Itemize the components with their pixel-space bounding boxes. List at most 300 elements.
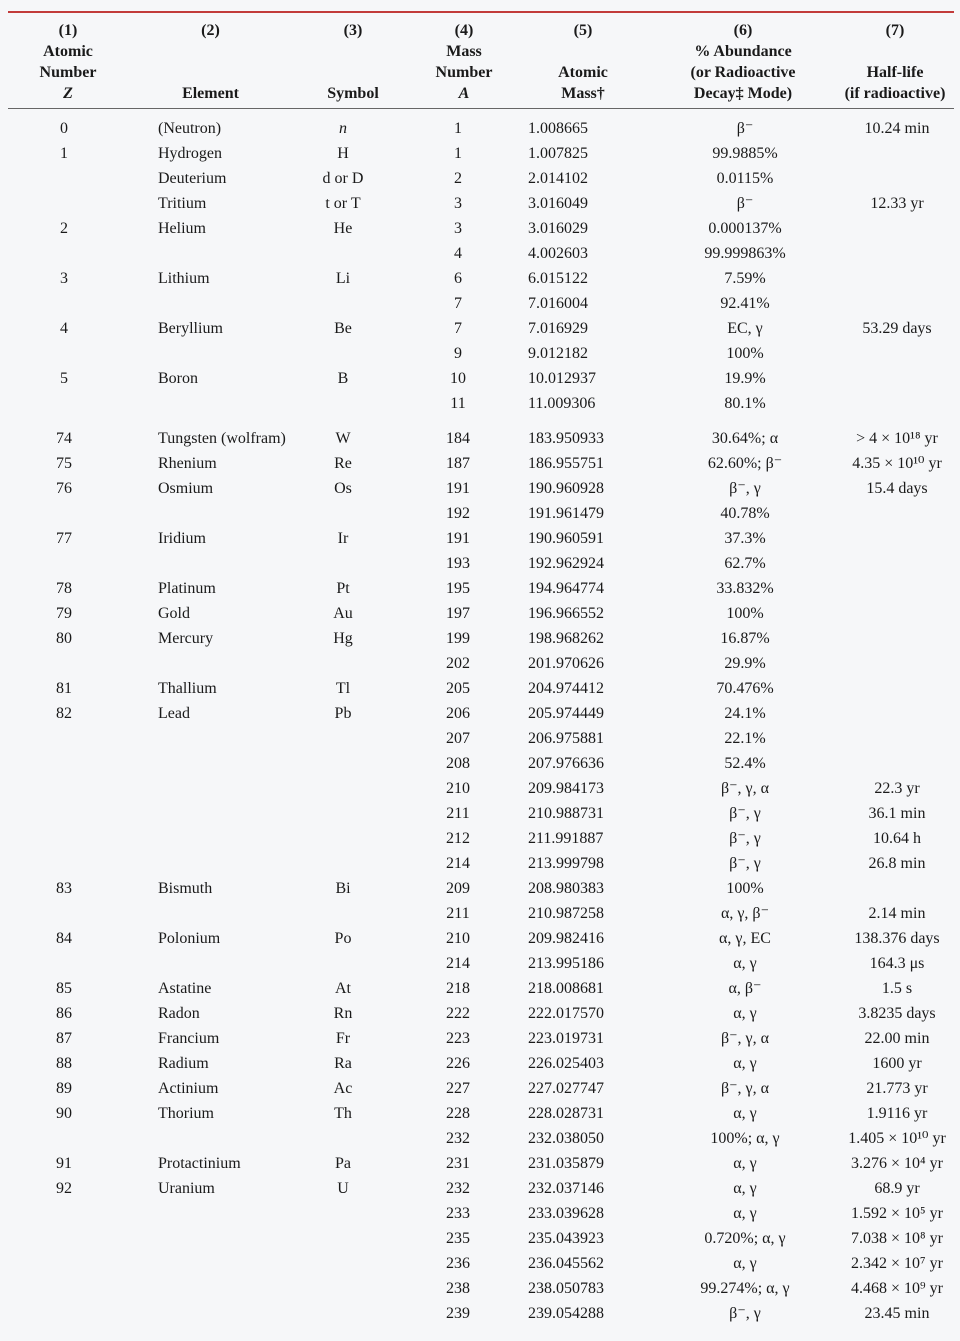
mass-number-cell: 227 [446, 1080, 470, 1097]
mass-number-cell: 1 [454, 120, 462, 137]
abundance-cell: 99.9885% [712, 145, 778, 162]
abundance-cell: β⁻, γ [729, 855, 761, 872]
table-row [8, 451, 954, 476]
mass-number-cell: 11 [450, 395, 466, 412]
table-row [8, 216, 954, 241]
table-row [8, 701, 954, 726]
atomic-number-cell: 90 [56, 1105, 72, 1122]
atomic-mass-cell: 206.975881 [528, 730, 604, 747]
abundance-cell: 92.41% [720, 295, 770, 312]
half-life-cell: 7.038 × 10⁸ yr [851, 1230, 943, 1247]
mass-number-cell: 232 [446, 1130, 470, 1147]
atomic-mass-cell: 213.995186 [528, 955, 604, 972]
header-col1-num: (1) [58, 22, 78, 39]
half-life-cell: 3.276 × 10⁴ yr [851, 1155, 943, 1172]
half-life-cell: 164.3 μs [869, 955, 925, 972]
atomic-number-cell: 79 [56, 605, 72, 622]
mass-number-cell: 211 [446, 805, 470, 822]
header-col2-num: (2) [201, 22, 220, 39]
table-row [8, 1076, 954, 1101]
abundance-cell: 80.1% [724, 395, 766, 412]
abundance-cell: 40.78% [720, 505, 770, 522]
element-cell: Gold [158, 605, 190, 622]
abundance-cell: 99.999863% [704, 245, 786, 262]
atomic-number-cell: 83 [56, 880, 72, 897]
header-col4-num: (4) [454, 22, 474, 39]
abundance-cell: α, γ [733, 1255, 757, 1272]
mass-number-cell: 214 [446, 955, 470, 972]
atomic-mass-cell: 6.015122 [528, 270, 588, 287]
table-row [8, 1201, 954, 1226]
half-life-cell: 1.5 s [881, 980, 913, 997]
atomic-mass-cell: 218.008681 [528, 980, 604, 997]
abundance-cell: β⁻, γ, α [720, 780, 770, 797]
element-cell: Lead [158, 705, 190, 722]
header-col-symbol [308, 20, 398, 108]
abundance-cell: 33.832% [716, 580, 774, 597]
table-row [8, 801, 954, 826]
abundance-cell: α, β⁻ [728, 980, 762, 997]
table-row [8, 291, 954, 316]
table-row [8, 1226, 954, 1251]
table-row [8, 626, 954, 651]
half-life-cell: 2.342 × 10⁷ yr [851, 1255, 943, 1272]
atomic-mass-cell: 186.955751 [528, 455, 604, 472]
atomic-mass-cell: 204.974412 [528, 680, 604, 697]
atomic-mass-cell: 7.016929 [528, 320, 588, 337]
table-row [8, 316, 954, 341]
atomic-number-cell: 86 [56, 1005, 72, 1022]
abundance-cell: 100% [726, 605, 764, 622]
table-row [8, 776, 954, 801]
atomic-mass-cell: 1.007825 [528, 145, 588, 162]
abundance-cell: β⁻, γ [729, 805, 761, 822]
atomic-mass-cell: 191.961479 [528, 505, 604, 522]
element-cell: Astatine [158, 980, 212, 997]
half-life-cell: 4.35 × 10¹⁰ yr [852, 455, 942, 472]
abundance-cell: 16.87% [720, 630, 770, 647]
symbol-cell: Bi [335, 880, 351, 897]
top-rule [8, 11, 954, 13]
mass-number-cell: 208 [446, 755, 470, 772]
abundance-cell: β⁻ [736, 120, 754, 137]
half-life-cell: > 4 × 10¹⁸ yr [856, 430, 938, 447]
atomic-mass-cell: 238.050783 [528, 1280, 604, 1297]
atomic-mass-cell: 9.012182 [528, 345, 588, 362]
mass-number-cell: 231 [446, 1155, 470, 1172]
mass-number-cell: 184 [446, 430, 470, 447]
abundance-cell: β⁻, γ [729, 1305, 761, 1322]
abundance-cell: α, γ [733, 1155, 757, 1172]
table-row [8, 601, 954, 626]
symbol-cell: B [337, 370, 349, 387]
header-rule [8, 108, 954, 109]
abundance-cell: α, γ [733, 1005, 757, 1022]
mass-number-cell: 1 [454, 145, 462, 162]
atomic-number-cell: 3 [60, 270, 68, 287]
element-cell: Lithium [158, 270, 210, 287]
half-life-cell: 1.592 × 10⁵ yr [851, 1205, 943, 1222]
header-col4-line2: Number [435, 64, 493, 81]
element-cell: Radium [158, 1055, 209, 1072]
mass-number-cell: 232 [446, 1180, 470, 1197]
header-col5-line2: Mass† [561, 85, 605, 102]
table-row [8, 1001, 954, 1026]
symbol-cell: Au [333, 605, 353, 622]
atomic-mass-cell: 2.014102 [528, 170, 588, 187]
atomic-mass-cell: 201.970626 [528, 655, 604, 672]
mass-number-cell: 3 [454, 220, 462, 237]
mass-number-cell: 202 [446, 655, 470, 672]
element-cell: Boron [158, 370, 198, 387]
element-cell: Tungsten (wolfram) [158, 430, 286, 447]
half-life-cell: 68.9 yr [874, 1180, 920, 1197]
element-cell: Deuterium [158, 170, 227, 187]
table-row [8, 751, 954, 776]
atomic-number-cell: 80 [56, 630, 72, 647]
abundance-cell: 24.1% [724, 705, 766, 722]
element-cell: Protactinium [158, 1155, 241, 1172]
element-cell: Thallium [158, 680, 217, 697]
abundance-cell: α, γ [733, 1105, 757, 1122]
element-cell: Bismuth [158, 880, 213, 897]
element-cell: Actinium [158, 1080, 219, 1097]
atomic-mass-cell: 11.009306 [528, 395, 596, 412]
half-life-cell: 22.3 yr [874, 780, 920, 797]
atomic-mass-cell: 236.045562 [528, 1255, 604, 1272]
atomic-mass-cell: 233.039628 [528, 1205, 604, 1222]
mass-number-cell: 209 [446, 880, 470, 897]
mass-number-cell: 6 [454, 270, 462, 287]
mass-number-cell: 226 [446, 1055, 470, 1072]
atomic-number-cell: 92 [56, 1180, 72, 1197]
symbol-cell: Pb [334, 705, 352, 722]
mass-number-cell: 191 [446, 480, 470, 497]
header-col-mass-number [424, 20, 504, 108]
mass-number-cell: 191 [446, 530, 470, 547]
symbol-cell: U [337, 1180, 349, 1197]
atomic-mass-cell: 232.038050 [528, 1130, 604, 1147]
atomic-mass-cell: 210.988731 [528, 805, 604, 822]
table-row [8, 1276, 954, 1301]
half-life-cell: 2.14 min [868, 905, 926, 922]
element-cell: Radon [158, 1005, 200, 1022]
header-col6-line2: (or Radioactive [690, 64, 796, 81]
mass-number-cell: 222 [446, 1005, 470, 1022]
atomic-mass-cell: 190.960591 [528, 530, 604, 547]
abundance-cell: α, γ [733, 1205, 757, 1222]
header-col1-line1: Atomic [43, 43, 93, 60]
symbol-cell: Ir [337, 530, 349, 547]
abundance-cell: α, γ [733, 955, 757, 972]
element-cell: Thorium [158, 1105, 214, 1122]
atomic-mass-cell: 1.008665 [528, 120, 588, 137]
symbol-cell: Ra [334, 1055, 352, 1072]
table-row [8, 576, 954, 601]
mass-number-cell: 235 [446, 1230, 470, 1247]
symbol-cell: Re [334, 455, 352, 472]
table-row [8, 141, 954, 166]
abundance-cell: β⁻ [736, 195, 754, 212]
mass-number-cell: 228 [446, 1105, 470, 1122]
table-row [8, 876, 954, 901]
table-row [8, 426, 954, 451]
table-row [8, 1126, 954, 1151]
mass-number-cell: 218 [446, 980, 470, 997]
mass-number-cell: 7 [454, 295, 462, 312]
half-life-cell: 53.29 days [862, 320, 932, 337]
header-col-element [158, 20, 263, 108]
atomic-number-cell: 85 [56, 980, 72, 997]
atomic-mass-cell: 209.982416 [528, 930, 604, 947]
abundance-cell: 100% [726, 345, 764, 362]
mass-number-cell: 205 [446, 680, 470, 697]
table-row [8, 391, 954, 416]
mass-number-cell: 197 [446, 605, 470, 622]
atomic-number-cell: 77 [56, 530, 72, 547]
abundance-cell: 0.000137% [708, 220, 782, 237]
atomic-mass-cell: 211.991887 [528, 830, 604, 847]
symbol-cell: Tl [335, 680, 351, 697]
symbol-cell: d or D [322, 170, 364, 187]
mass-number-cell: 4 [454, 245, 462, 262]
header-col4-line3: A [458, 85, 470, 102]
header-col6-line1: % Abundance [694, 43, 792, 60]
table-row [8, 976, 954, 1001]
header-col7-num: (7) [885, 22, 905, 39]
mass-number-cell: 212 [446, 830, 470, 847]
symbol-cell: Be [334, 320, 352, 337]
abundance-cell: EC, γ [727, 320, 763, 337]
atomic-mass-cell: 213.999798 [528, 855, 604, 872]
atomic-mass-cell: 7.016004 [528, 295, 588, 312]
atomic-mass-cell: 231.035879 [528, 1155, 604, 1172]
half-life-cell: 36.1 min [868, 805, 926, 822]
abundance-cell: α, γ [733, 1180, 757, 1197]
abundance-cell: 52.4% [724, 755, 766, 772]
atomic-number-cell: 78 [56, 580, 72, 597]
mass-number-cell: 207 [446, 730, 470, 747]
header-col-half-life [836, 20, 954, 108]
symbol-cell: He [333, 220, 353, 237]
half-life-cell: 15.4 days [866, 480, 928, 497]
atomic-mass-cell: 205.974449 [528, 705, 604, 722]
half-life-cell: 1600 yr [872, 1055, 922, 1072]
mass-number-cell: 9 [454, 345, 462, 362]
abundance-cell: 62.60%; β⁻ [707, 455, 783, 472]
mass-number-cell: 214 [446, 855, 470, 872]
abundance-cell: 99.274%; α, γ [700, 1280, 790, 1297]
mass-number-cell: 236 [446, 1255, 470, 1272]
atomic-mass-cell: 194.964774 [528, 580, 604, 597]
table-row [8, 551, 954, 576]
symbol-cell: Hg [333, 630, 353, 647]
table-row [8, 851, 954, 876]
table-row [8, 116, 954, 141]
table-row [8, 826, 954, 851]
header-col6-line3: Decay‡ Mode) [693, 85, 793, 102]
atomic-number-cell: 88 [56, 1055, 72, 1072]
table-row [8, 366, 954, 391]
atomic-number-cell: 84 [56, 930, 72, 947]
half-life-cell: 23.45 min [864, 1305, 930, 1322]
element-cell: Polonium [158, 930, 221, 947]
atomic-number-cell: 91 [56, 1155, 72, 1172]
atomic-mass-cell: 239.054288 [528, 1305, 604, 1322]
atomic-mass-cell: 227.027747 [528, 1080, 604, 1097]
abundance-cell: 62.7% [724, 555, 766, 572]
atomic-mass-cell: 3.016029 [528, 220, 588, 237]
abundance-cell: β⁻, γ, α [720, 1080, 770, 1097]
mass-number-cell: 3 [454, 195, 462, 212]
header-col-abundance [668, 20, 818, 108]
atomic-number-cell: 0 [60, 120, 68, 137]
atomic-mass-cell: 226.025403 [528, 1055, 604, 1072]
atomic-mass-cell: 190.960928 [528, 480, 604, 497]
atomic-mass-cell: 10.012937 [528, 370, 596, 387]
element-cell: Iridium [158, 530, 206, 547]
half-life-cell: 10.24 min [864, 120, 930, 137]
abundance-cell: α, γ, β⁻ [720, 905, 770, 922]
abundance-cell: α, γ [733, 1055, 757, 1072]
abundance-cell: 30.64%; α [711, 430, 779, 447]
table-row [8, 726, 954, 751]
atomic-mass-cell: 210.987258 [528, 905, 604, 922]
mass-number-cell: 239 [446, 1305, 470, 1322]
element-cell: Beryllium [158, 320, 223, 337]
table-header [8, 14, 954, 108]
atomic-mass-cell: 235.043923 [528, 1230, 604, 1247]
table-row [8, 1051, 954, 1076]
mass-number-cell: 211 [446, 905, 470, 922]
half-life-cell: 138.376 days [854, 930, 940, 947]
atomic-mass-cell: 208.980383 [528, 880, 604, 897]
table-row [8, 526, 954, 551]
header-col6-num: (6) [733, 22, 753, 39]
half-life-cell: 12.33 yr [870, 195, 924, 212]
mass-number-cell: 199 [446, 630, 470, 647]
half-life-cell: 4.468 × 10⁹ yr [851, 1280, 943, 1297]
abundance-cell: 100%; α, γ [710, 1130, 780, 1147]
half-life-cell: 1.9116 yr [866, 1105, 928, 1122]
table-row [8, 676, 954, 701]
symbol-cell: Os [334, 480, 352, 497]
symbol-cell: H [337, 145, 349, 162]
atomic-mass-cell: 207.976636 [528, 755, 604, 772]
symbol-cell: Pt [336, 580, 350, 597]
mass-number-cell: 206 [446, 705, 470, 722]
abundance-cell: 29.9% [724, 655, 766, 672]
table-row [8, 266, 954, 291]
table-row [8, 501, 954, 526]
element-cell: Hydrogen [158, 145, 222, 162]
header-col1-line2: Number [39, 64, 97, 81]
atomic-mass-cell: 222.017570 [528, 1005, 604, 1022]
element-cell: Uranium [158, 1180, 215, 1197]
element-cell: Platinum [158, 580, 216, 597]
atomic-number-cell: 74 [56, 430, 72, 447]
table-row [8, 1251, 954, 1276]
header-col2-line1: Element [182, 85, 239, 102]
atomic-number-cell: 4 [60, 320, 68, 337]
half-life-cell: 3.8235 days [858, 1005, 936, 1022]
atomic-number-cell: 87 [56, 1030, 72, 1047]
half-life-cell: 10.64 h [873, 830, 921, 847]
symbol-cell: Po [334, 930, 352, 947]
symbol-cell: W [335, 430, 351, 447]
atomic-mass-cell: 4.002603 [528, 245, 588, 262]
atomic-mass-cell: 3.016049 [528, 195, 588, 212]
mass-number-cell: 233 [446, 1205, 470, 1222]
mass-number-cell: 238 [446, 1280, 470, 1297]
abundance-cell: β⁻, γ, α [720, 1030, 770, 1047]
atomic-number-cell: 1 [60, 145, 68, 162]
element-cell: Helium [158, 220, 206, 237]
mass-number-cell: 210 [446, 780, 470, 797]
mass-number-cell: 10 [450, 370, 466, 387]
table-row [8, 241, 954, 266]
table-row [8, 1301, 954, 1326]
symbol-cell: Pa [335, 1155, 351, 1172]
table-row [8, 651, 954, 676]
atomic-number-cell: 5 [60, 370, 68, 387]
symbol-cell: n [339, 120, 347, 137]
abundance-cell: 0.0115% [716, 170, 774, 187]
table-row [8, 951, 954, 976]
table-row [8, 1026, 954, 1051]
mass-number-cell: 7 [454, 320, 462, 337]
symbol-cell: Fr [335, 1030, 351, 1047]
abundance-cell: 0.720%; α, γ [704, 1230, 786, 1247]
element-cell: Osmium [158, 480, 214, 497]
element-cell: Rhenium [158, 455, 217, 472]
header-col4-line1: Mass [446, 43, 482, 60]
header-col3-num: (3) [343, 22, 363, 39]
mass-number-cell: 195 [446, 580, 470, 597]
symbol-cell: Li [335, 270, 351, 287]
atomic-mass-cell: 228.028731 [528, 1105, 604, 1122]
atomic-number-cell: 82 [56, 705, 72, 722]
half-life-cell: 1.405 × 10¹⁰ yr [848, 1130, 946, 1147]
atomic-number-cell: 2 [60, 220, 68, 237]
mass-number-cell: 193 [446, 555, 470, 572]
atomic-number-cell: 75 [56, 455, 72, 472]
header-col1-line3: Z [63, 85, 73, 102]
abundance-cell: 70.476% [716, 680, 774, 697]
abundance-cell: 22.1% [724, 730, 766, 747]
header-col-atomic-number [28, 20, 108, 108]
atomic-mass-cell: 196.966552 [528, 605, 604, 622]
table-row [8, 476, 954, 501]
element-cell: Mercury [158, 630, 214, 647]
header-col5-num: (5) [573, 22, 593, 39]
symbol-cell: Rn [333, 1005, 353, 1022]
header-col7-line2: (if radioactive) [844, 85, 946, 102]
table-row [8, 166, 954, 191]
atomic-number-cell: 89 [56, 1080, 72, 1097]
half-life-cell: 22.00 min [864, 1030, 930, 1047]
symbol-cell: At [335, 980, 351, 997]
abundance-cell: 100% [726, 880, 764, 897]
header-col7-line1: Half-life [866, 64, 924, 81]
table-row [8, 1151, 954, 1176]
element-cell: Tritium [158, 195, 207, 212]
header-col-atomic-mass [538, 20, 628, 108]
abundance-cell: β⁻, γ [729, 830, 761, 847]
symbol-cell: t or T [325, 195, 361, 212]
abundance-cell: α, γ, EC [719, 930, 771, 947]
table-row [8, 1176, 954, 1201]
